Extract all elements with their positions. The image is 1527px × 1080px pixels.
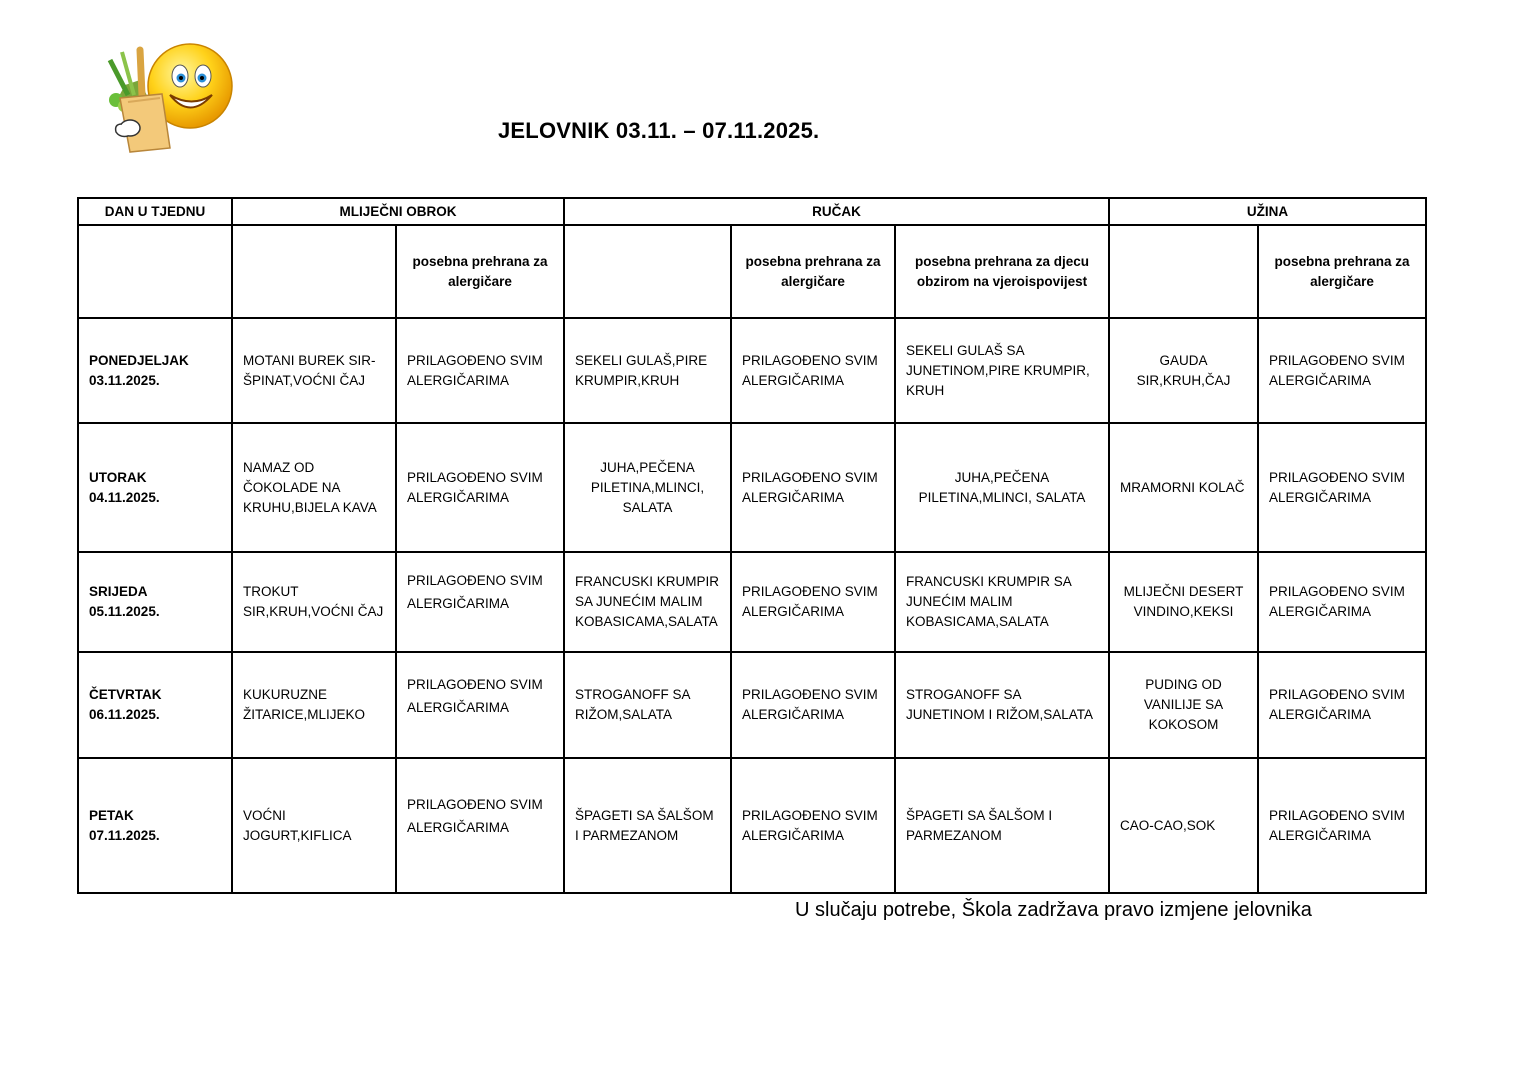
day-cell: ČETVRTAK 06.11.2025. <box>78 652 232 758</box>
lunch-religion-cell: ŠPAGETI SA ŠALŠOM I PARMEZANOM <box>895 758 1109 893</box>
table-row <box>78 552 1426 652</box>
lunch-cell: FRANCUSKI KRUMPIR SA JUNEĆIM MALIM KOBASICAMA,SALATA <box>564 552 731 652</box>
footer-note: U slučaju potrebe, Škola zadržava pravo izmjene jelovnika <box>795 899 1312 921</box>
lunch-cell: ŠPAGETI SA ŠALŠOM I PARMEZANOM <box>564 758 731 893</box>
lunch-religion-cell: FRANCUSKI KRUMPIR SA JUNEĆIM MALIM KOBASICAMA,SALATA <box>895 552 1109 652</box>
subheader-allergy: posebna prehrana za alergičare <box>396 225 564 318</box>
day-cell: UTORAK 04.11.2025. <box>78 423 232 552</box>
lunch-allergy-cell: PRILAGOĐENO SVIM ALERGIČARIMA <box>731 758 895 893</box>
snack-cell: CAO-CAO,SOK <box>1109 758 1258 893</box>
snack-cell: MRAMORNI KOLAČ <box>1109 423 1258 552</box>
menu-table <box>77 197 1427 894</box>
lunch-religion-cell: STROGANOFF SA JUNETINOM I RIŽOM,SALATA <box>895 652 1109 758</box>
milk-meal-cell: TROKUT SIR,KRUH,VOĆNI ČAJ <box>232 552 396 652</box>
snack-allergy-cell: PRILAGOĐENO SVIM ALERGIČARIMA <box>1258 318 1426 423</box>
milk-allergy-cell: PRILAGOĐENO SVIM ALERGIČARIMA <box>396 423 564 552</box>
header-snack: UŽINA <box>1109 198 1426 225</box>
table-row <box>78 423 1426 552</box>
milk-allergy-cell: PRILAGOĐENO SVIM ALERGIČARIMA <box>396 318 564 423</box>
lunch-allergy-cell: PRILAGOĐENO SVIM ALERGIČARIMA <box>731 318 895 423</box>
lunch-religion-cell: SEKELI GULAŠ SA JUNETINOM,PIRE KRUMPIR, KRUH <box>895 318 1109 423</box>
milk-meal-cell: MOTANI BUREK SIR-ŠPINAT,VOĆNI ČAJ <box>232 318 396 423</box>
table-row <box>78 652 1426 758</box>
smiley-grocery-bag-icon <box>100 40 236 156</box>
snack-allergy-cell: PRILAGOĐENO SVIM ALERGIČARIMA <box>1258 552 1426 652</box>
lunch-cell: SEKELI GULAŠ,PIRE KRUMPIR,KRUH <box>564 318 731 423</box>
page-title: JELOVNIK 03.11. – 07.11.2025. <box>498 118 820 143</box>
snack-cell: PUDING OD VANILIJE SA KOKOSOM <box>1109 652 1258 758</box>
lunch-allergy-cell: PRILAGOĐENO SVIM ALERGIČARIMA <box>731 423 895 552</box>
lunch-cell: JUHA,PEČENA PILETINA,MLINCI, SALATA <box>564 423 731 552</box>
subheader-empty <box>78 225 232 318</box>
snack-allergy-cell: PRILAGOĐENO SVIM ALERGIČARIMA <box>1258 758 1426 893</box>
group-header-row <box>78 198 1426 225</box>
subheader-empty <box>1109 225 1258 318</box>
lunch-allergy-cell: PRILAGOĐENO SVIM ALERGIČARIMA <box>731 652 895 758</box>
subheader-row <box>78 225 1426 318</box>
milk-allergy-cell: PRILAGOĐENO SVIM ALERGIČARIMA <box>396 758 564 893</box>
lunch-allergy-cell: PRILAGOĐENO SVIM ALERGIČARIMA <box>731 552 895 652</box>
header-milk-meal: MLIJEČNI OBROK <box>232 198 564 225</box>
milk-meal-cell: NAMAZ OD ČOKOLADE NA KRUHU,BIJELA KAVA <box>232 423 396 552</box>
milk-allergy-cell: PRILAGOĐENO SVIM ALERGIČARIMA <box>396 552 564 652</box>
header-day: DAN U TJEDNU <box>78 198 232 225</box>
subheader-religion: posebna prehrana za djecu obzirom na vjeroispovijest <box>895 225 1109 318</box>
subheader-allergy: posebna prehrana za alergičare <box>1258 225 1426 318</box>
snack-cell: GAUDA SIR,KRUH,ČAJ <box>1109 318 1258 423</box>
subheader-empty <box>564 225 731 318</box>
subheader-allergy: posebna prehrana za alergičare <box>731 225 895 318</box>
day-cell: SRIJEDA 05.11.2025. <box>78 552 232 652</box>
lunch-religion-cell: JUHA,PEČENA PILETINA,MLINCI, SALATA <box>895 423 1109 552</box>
milk-meal-cell: VOĆNI JOGURT,KIFLICA <box>232 758 396 893</box>
milk-allergy-cell: PRILAGOĐENO SVIM ALERGIČARIMA <box>396 652 564 758</box>
day-cell: PETAK 07.11.2025. <box>78 758 232 893</box>
lunch-cell: STROGANOFF SA RIŽOM,SALATA <box>564 652 731 758</box>
table-row <box>78 758 1426 893</box>
snack-allergy-cell: PRILAGOĐENO SVIM ALERGIČARIMA <box>1258 652 1426 758</box>
day-cell: PONEDJELJAK 03.11.2025. <box>78 318 232 423</box>
snack-allergy-cell: PRILAGOĐENO SVIM ALERGIČARIMA <box>1258 423 1426 552</box>
subheader-empty <box>232 225 396 318</box>
milk-meal-cell: KUKURUZNE ŽITARICE,MLIJEKO <box>232 652 396 758</box>
snack-cell: MLIJEČNI DESERT VINDINO,KEKSI <box>1109 552 1258 652</box>
table-row <box>78 318 1426 423</box>
header-lunch: RUČAK <box>564 198 1109 225</box>
